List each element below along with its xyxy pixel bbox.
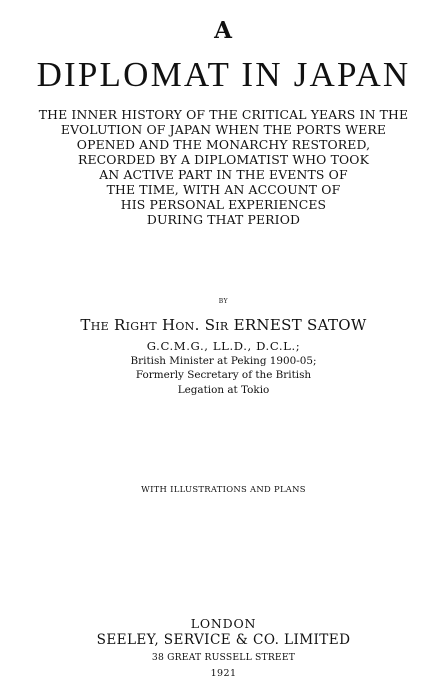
publication-city: LONDON [190,616,257,631]
title-article: A [214,17,233,44]
publisher-address: 38 GREAT RUSSELL STREET [151,652,296,663]
by-label: BY [218,298,229,305]
subtitle-line: DURING THAT PERIOD [146,212,301,227]
illustrations-note: WITH ILLUSTRATIONS AND PLANS [141,484,306,494]
subtitle-line: HIS PERSONAL EXPERIENCES [120,197,327,212]
subtitle-line: THE INNER HISTORY OF THE CRITICAL YEARS IN THE [38,107,409,122]
subtitle-block [0,107,447,227]
subtitle-line: RECORDED BY A DIPLOMATIST WHO TOOK [77,152,370,167]
author-line [0,318,447,333]
credential-line: Legation at Tokio [177,383,270,396]
subtitle-line: EVOLUTION OF JAPAN WHEN THE PORTS WERE [60,122,387,137]
publisher-name: SEELEY, SERVICE & CO. LIMITED [96,632,351,648]
book-title: DIPLOMAT IN JAPAN [36,55,411,94]
credential-line: Formerly Secretary of the British [135,369,312,381]
author-name: ERNEST SATOW [233,316,367,334]
publication-year: 1921 [210,668,237,679]
credential-line: G.C.M.G., LL.D., D.C.L.; [146,339,301,353]
author-credentials [0,339,447,397]
credential-line: British Minister at Peking 1900-05; [130,354,317,367]
subtitle-line: AN ACTIVE PART IN THE EVENTS OF [99,167,348,182]
subtitle-line: OPENED AND THE MONARCHY RESTORED, [76,137,371,152]
author-honorific: The Right Hon. Sir [80,316,229,334]
subtitle-line: THE TIME, WITH AN ACCOUNT OF [106,182,341,197]
